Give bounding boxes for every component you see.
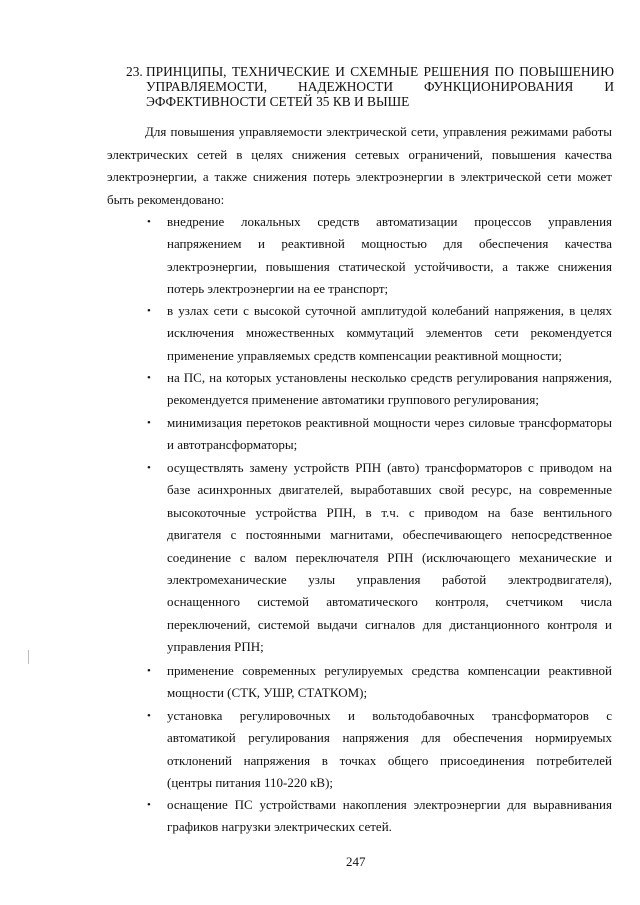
paragraph-line: Для повышения управляемости электрической сети, управления режимами работы [145,124,612,139]
list-item-line: внедрение локальных средств автоматизации процессов управления [167,214,612,229]
list-item-line: исключения множественных коммутаций элементов сети рекомендуется [167,325,612,341]
list-item-text [167,660,612,705]
list-item-line: в узлах сети с высокой суточной амплитудой колебаний напряжения, в целях [167,303,612,318]
list-item-line: соединение с валом переключателя РПН (исключающего механические и [167,549,612,565]
bullet-icon: • [147,417,151,429]
list-item-text [167,705,612,795]
list-item-line: осуществлять замену устройств РПН (авто) трансформаторов с приводом на [167,460,612,475]
list-item-line: автоматикой регулирования напряжения для обеспечения нормируемых [167,730,612,746]
list-item-line: применение современных регулируемых средства компенсации реактивной [167,663,612,678]
bullet-icon: • [147,799,151,811]
section-number: 23. [126,64,143,79]
paragraph-line: электрических сетей в целях снижения сетевых ограничений, повышения качества [107,146,612,162]
heading-line: УПРАВЛЯЕМОСТИ, НАДЕЖНОСТИ ФУНКЦИОНИРОВАНИЯ И [146,79,614,94]
list-item-line: электроэнергии, повышения статической устойчивости, а также снижения [167,258,612,274]
list-item-line: напряжением и реактивной мощностью для обеспечения качества [167,236,612,252]
bullet-icon: • [147,305,151,317]
list-item-line: графиков нагрузки электрических сетей. [167,819,392,835]
paragraph-line: электроэнергии, а также снижения потерь электроэнергии в электрической сети может [107,169,612,184]
heading-line: ЭФФЕКТИВНОСТИ СЕТЕЙ 35 КВ И ВЫШЕ [146,94,410,109]
list-item-line: установка регулировочных и вольтодобавочных трансформаторов с [167,708,612,723]
bullet-icon: • [147,462,151,474]
heading-line: ПРИНЦИПЫ, ТЕХНИЧЕСКИЕ И СХЕМНЫЕ РЕШЕНИЯ ПО ПОВЫШЕНИЮ [146,64,614,79]
list-item-line: высокоточные устройства РПН, в т.ч. с приводом на базе вентильного [167,504,612,520]
list-item-text [167,211,612,301]
list-item-text [167,794,612,839]
list-item-line: минимизация перетоков реактивной мощности через силовые трансформаторы [167,415,612,430]
list-item-line: мощности (СТК, УШР, СТАТКОМ); [167,685,368,701]
list-item-text [167,300,612,367]
paragraph-line: быть рекомендовано: [107,191,225,207]
scan-artifact [28,650,29,664]
bullet-icon: • [147,665,151,677]
list-item-line: отклонений напряжения в точках общего присоединения потребителей [167,752,612,768]
bullet-icon: • [147,372,151,384]
list-item-line: базе асинхронных двигателей, выработавших свой ресурс, на современные [167,482,612,498]
list-item-text [167,367,612,412]
list-item-text [167,457,612,659]
list-item-line: применение управляемых средств компенсации реактивной мощности; [167,347,562,363]
list-item-line: рекомендуется применение автоматики группового регулирования; [167,392,539,408]
list-item-line: оснащенного системой автоматического контроля, счетчиком числа [167,594,612,610]
list-item-line: (центры питания 110-220 кВ); [167,775,334,791]
page-number: 247 [346,854,366,869]
list-item-line: на ПС, на которых установлены несколько средств регулирования напряжения, [167,370,612,385]
list-item-line: и автотрансформаторы; [167,437,298,453]
list-item-line: оснащение ПС устройствами накопления электроэнергии для выравнивания [167,797,612,812]
list-item-line: потерь электроэнергии на ее транспорт; [167,281,389,297]
list-item-line: переключений, системой выдачи сигналов для дистанционного контроля и [167,616,612,632]
list-item-line: электромеханические узлы управления работой электродвигателя), [167,571,612,587]
list-item-text [167,412,612,457]
list-item-line: управления РПН; [167,639,264,655]
intro-paragraph [107,121,612,211]
bullet-icon: • [147,710,151,722]
bullet-icon: • [147,216,151,228]
list-item-line: двигателя с постоянными магнитами, обеспечивающего непосредственное [167,527,612,543]
